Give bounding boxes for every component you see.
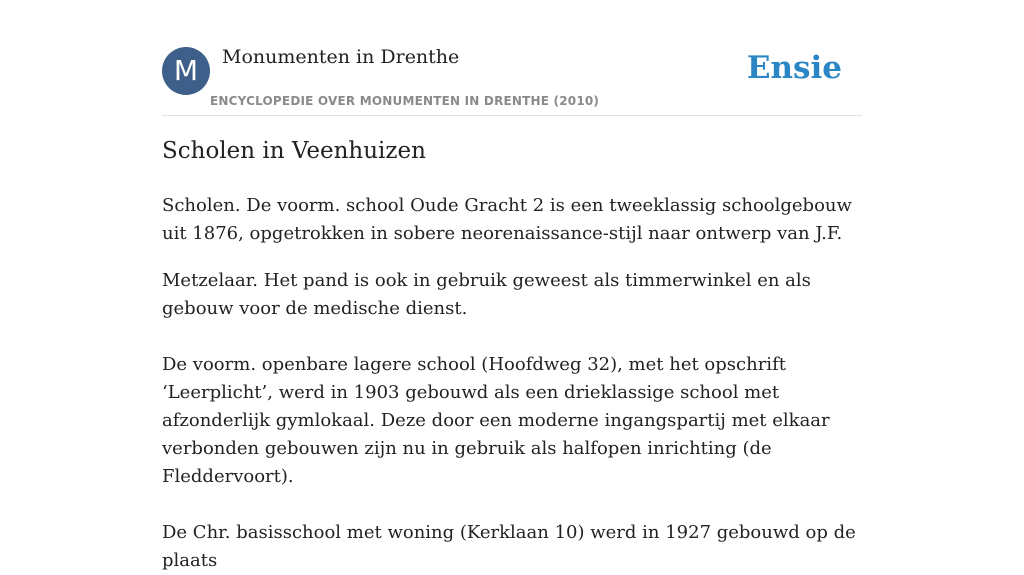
article-paragraph: Metzelaar. Het pand is ook in gebruik geweest als timmerwinkel en als gebouw voor de medische dienst. bbox=[162, 270, 811, 319]
header bbox=[162, 40, 862, 116]
article-paragraph: Scholen. De voorm. school Oude Gracht 2 is een tweeklassig schoolgebouw uit 1876, opgetrokken in sobere neorenaissance-stijl naar ontwerp van J.F. bbox=[162, 195, 852, 244]
article-paragraph: De Chr. basisschool met woning (Kerklaan 10) werd in 1927 gebouwd op de plaats bbox=[162, 522, 856, 571]
book-title[interactable]: Monumenten in Drenthe bbox=[222, 46, 460, 68]
ensie-logo[interactable]: Ensie bbox=[746, 50, 842, 86]
avatar[interactable]: M bbox=[162, 47, 210, 95]
article-body bbox=[162, 192, 862, 575]
book-subtitle: ENCYCLOPEDIE OVER MONUMENTEN IN DRENTHE (2010) bbox=[210, 94, 600, 108]
article-paragraph: De voorm. openbare lagere school (Hoofdweg 32), met het opschrift ‘Leerplicht’, werd in 1903 gebouwd als een drieklassige school met afzonderlijk gymlokaal. Deze door een moderne ingangspartij met elkaar verbonden gebouwen zijn nu in gebruik als halfopen inrichting (de Fleddervoort). bbox=[162, 354, 830, 487]
article-title: Scholen in Veenhuizen bbox=[162, 138, 426, 164]
